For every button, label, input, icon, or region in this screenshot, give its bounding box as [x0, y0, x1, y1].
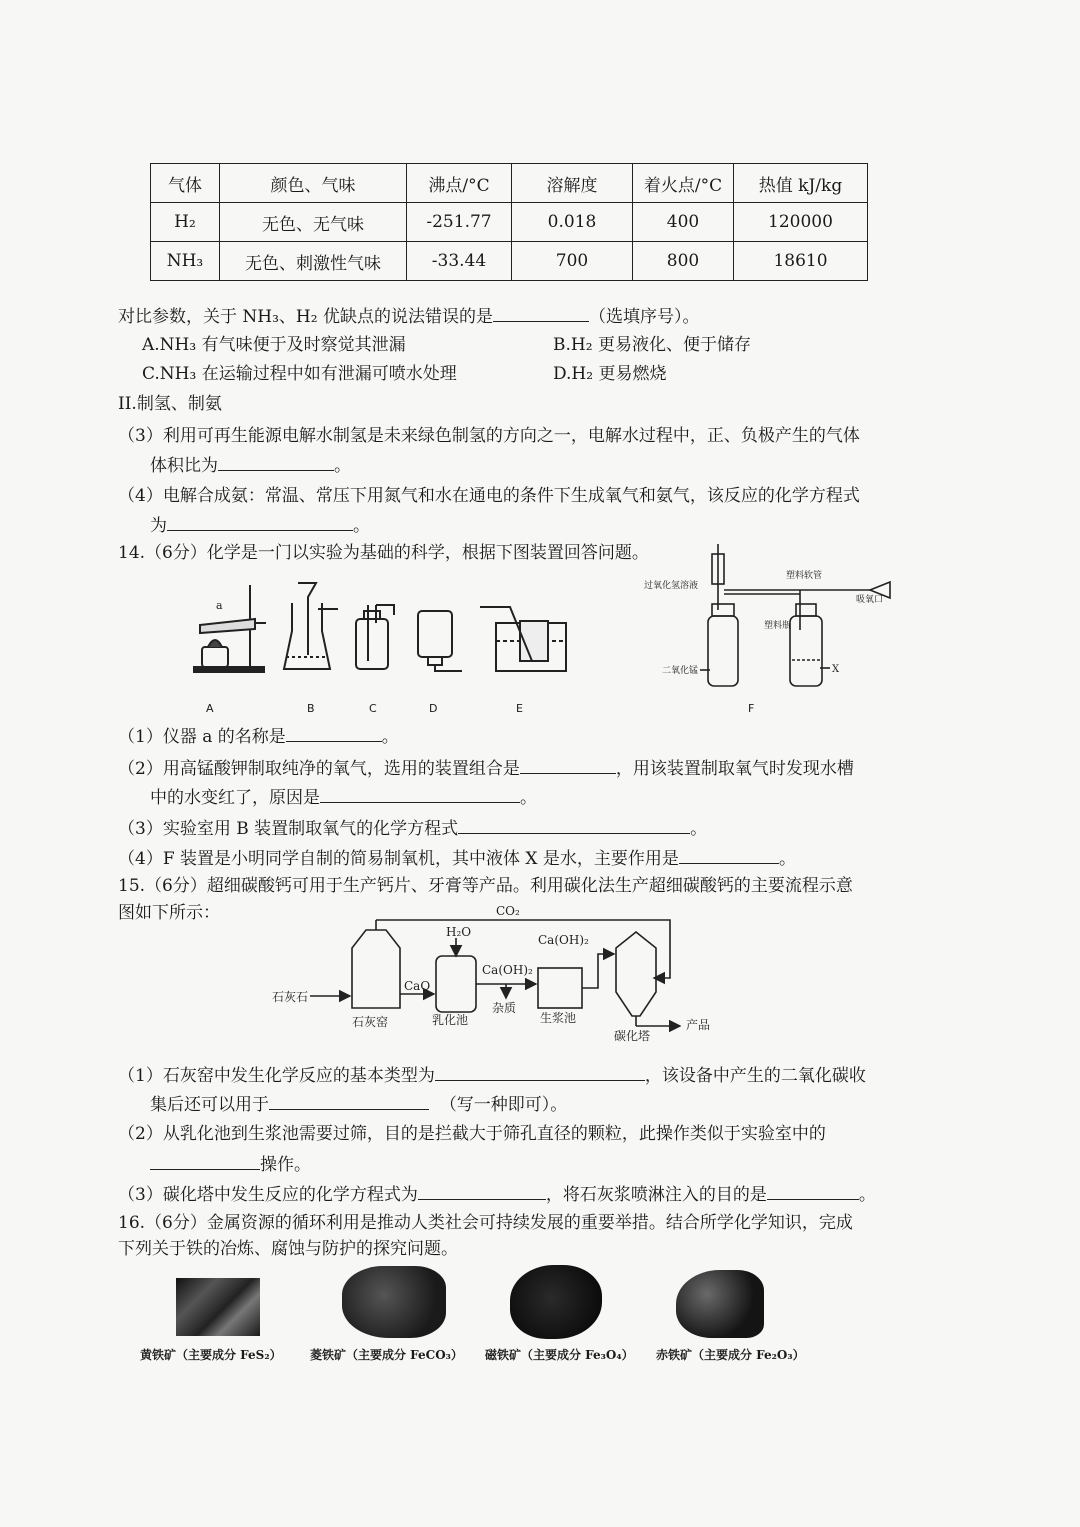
- table-header-row: [151, 164, 868, 203]
- label-a: a: [216, 599, 223, 612]
- answer-blank[interactable]: [320, 786, 520, 803]
- answer-blank[interactable]: [435, 1064, 645, 1081]
- table-cell: 400: [633, 203, 734, 242]
- answer-blank[interactable]: [520, 757, 616, 774]
- pyrite-image: [176, 1278, 260, 1336]
- label-tower: 碳化塔: [614, 1029, 651, 1043]
- label-limestone: 石灰石: [272, 990, 309, 1004]
- table-cell: 700: [512, 242, 633, 281]
- siderite-image: [342, 1266, 446, 1338]
- apparatus-d: [418, 611, 462, 671]
- apparatus-e: [480, 607, 566, 671]
- answer-blank[interactable]: [218, 454, 334, 471]
- label-slaking: 乳化池: [432, 1013, 469, 1027]
- carbonation-tower-shape: [616, 932, 656, 1016]
- answer-blank[interactable]: [150, 1153, 260, 1170]
- table-cell: 无色、无气味: [220, 203, 407, 242]
- label-E: E: [516, 702, 523, 715]
- label-product: 产品: [686, 1018, 711, 1032]
- answer-blank[interactable]: [679, 847, 779, 864]
- q15-title-line2: 图如下所示：: [118, 903, 220, 923]
- table-row: [151, 242, 868, 281]
- label-mno2: 二氧化锰: [662, 666, 699, 676]
- option-b: B.H₂ 更易液化、便于储存: [553, 335, 751, 355]
- table-header-cell: 气体: [151, 164, 220, 203]
- answer-blank[interactable]: [458, 817, 690, 834]
- kiln-shape: [352, 930, 400, 1008]
- answer-blank[interactable]: [767, 1183, 859, 1200]
- q15-part2-line2: 操作。: [150, 1153, 311, 1176]
- caption-hematite: 赤铁矿（主要成分 Fe₂O₃）: [656, 1348, 805, 1362]
- q14-part2-line2: 中的水变红了，原因是 。: [150, 788, 537, 808]
- table-cell: 800: [633, 242, 734, 281]
- q14-part2-line1: （2）用高锰酸钾制取纯净的氧气，选用的装置组合是 ，用该装置制取氧气时发现水槽: [118, 759, 854, 779]
- q14-part3: （3）实验室用 B 装置制取氧气的化学方程式 。: [118, 819, 708, 839]
- answer-blank[interactable]: [418, 1183, 546, 1200]
- apparatus-a: [194, 585, 266, 672]
- label-plastic-bottle: 塑料瓶: [764, 621, 792, 631]
- caption-magnetite: 磁铁矿（主要成分 Fe₃O₄）: [485, 1348, 634, 1362]
- caption-siderite: 菱铁矿（主要成分 FeCO₃）: [310, 1348, 463, 1362]
- label-co2: CO₂: [496, 904, 520, 918]
- table-cell: H₂: [151, 203, 220, 242]
- table-cell: 120000: [734, 203, 868, 242]
- table-header-cell: 沸点/°C: [407, 164, 512, 203]
- label-D: D: [429, 702, 438, 715]
- label-A: A: [206, 702, 214, 715]
- caption-pyrite: 黄铁矿（主要成分 FeS₂）: [140, 1348, 282, 1362]
- label-F: F: [748, 702, 755, 715]
- table-header-cell: 热值 kJ/kg: [734, 164, 868, 203]
- label-C: C: [369, 702, 377, 715]
- apparatus-b: [284, 583, 338, 669]
- apparatus-a-to-e-diagram: [180, 575, 580, 685]
- q13-part3-line1: （3）利用可再生能源电解水制氢是未来绿色制氢的方向之一，电解水过程中，正、负极产生的气体: [118, 426, 860, 446]
- label-x: X: [832, 664, 840, 675]
- label-h2o2-solution: 过氧化氢溶液: [644, 581, 699, 591]
- label-h2o: H₂O: [446, 925, 472, 939]
- q15-part1-line2: 集后还可以用于 （写一种即可）。: [150, 1095, 568, 1115]
- answer-blank[interactable]: [493, 305, 589, 322]
- gas-property-table: [150, 163, 868, 281]
- q13-part4-line1: （4）电解合成氨：常温、常压下用氮气和水在通电的条件下生成氧气和氨气，该反应的化学方程式: [118, 486, 860, 506]
- label-cao: CaO: [404, 979, 431, 993]
- q16-title-line1: 16.（6分）金属资源的循环利用是推动人类社会可持续发展的重要举措。结合所学化学知识，完成: [118, 1213, 853, 1233]
- answer-blank[interactable]: [286, 725, 382, 742]
- table-cell: 0.018: [512, 203, 633, 242]
- q16-title-line2: 下列关于铁的冶炼、腐蚀与防护的探究问题。: [118, 1239, 458, 1259]
- q15-part3: （3）碳化塔中发生反应的化学方程式为 ，将石灰浆喷淋注入的目的是 。: [118, 1185, 876, 1205]
- q15-part1-line1: （1）石灰窑中发生化学反应的基本类型为 ，该设备中产生的二氧化碳收: [118, 1066, 866, 1086]
- q14-part4: （4）F 装置是小明同学自制的简易制氧机，其中液体 X 是水，主要作用是 。: [118, 849, 796, 869]
- table-cell: -251.77: [407, 203, 512, 242]
- label-caoh2-mid: Ca(OH)₂: [482, 963, 533, 977]
- q13-prompt: 对比参数，关于 NH₃、H₂ 优缺点的说法错误的是 （选填序号）。: [118, 307, 700, 327]
- q15-title-line1: 15.（6分）超细碳酸钙可用于生产钙片、牙膏等产品。利用碳化法生产超细碳酸钙的主要流程示意: [118, 876, 853, 896]
- q13-part4-line2: 为 。: [150, 516, 370, 536]
- table-row: [151, 203, 868, 242]
- q14-title: 14.（6分）化学是一门以实验为基础的科学，根据下图装置回答问题。: [118, 543, 649, 563]
- option-c: C.NH₃ 在运输过程中如有泄漏可喷水处理: [142, 364, 457, 384]
- table-header-cell: 溶解度: [512, 164, 633, 203]
- table-cell: NH₃: [151, 242, 220, 281]
- q13-part3-line2: 体积比为 。: [150, 456, 351, 476]
- q15-part2-line1: （2）从乳化池到生浆池需要过筛，目的是拦截大于筛孔直径的颗粒，此操作类似于实验室中的: [118, 1124, 826, 1144]
- option-a: A.NH₃ 有气味便于及时察觉其泄漏: [142, 335, 406, 355]
- option-d: D.H₂ 更易燃烧: [553, 364, 667, 384]
- slaking-pool-shape: [436, 956, 476, 1012]
- section-heading: II.制氢、制氨: [118, 394, 222, 414]
- label-impurity: 杂质: [492, 1001, 517, 1015]
- q14-part1: （1）仪器 a 的名称是 。: [118, 727, 399, 747]
- answer-blank[interactable]: [269, 1093, 429, 1110]
- flow-diagram: [270, 898, 730, 1048]
- label-plastic-tube: 塑料软管: [786, 571, 823, 581]
- magnetite-image: [510, 1265, 602, 1339]
- table-header-cell: 颜色、气味: [220, 164, 407, 203]
- table-cell: -33.44: [407, 242, 512, 281]
- label-slurry: 生浆池: [540, 1011, 577, 1025]
- table-cell: 无色、刺激性气味: [220, 242, 407, 281]
- label-B: B: [307, 702, 315, 715]
- label-kiln: 石灰窑: [352, 1015, 389, 1029]
- apparatus-c: [356, 605, 394, 669]
- label-oxygen-outlet: 吸氧口: [856, 595, 884, 605]
- slurry-pool-shape: [538, 968, 582, 1008]
- label-caoh2-top: Ca(OH)₂: [538, 933, 589, 947]
- apparatus-f-diagram: [640, 540, 900, 700]
- table-cell: 18610: [734, 242, 868, 281]
- answer-blank[interactable]: [167, 514, 353, 531]
- table-header-cell: 着火点/°C: [633, 164, 734, 203]
- hematite-image: [676, 1270, 764, 1338]
